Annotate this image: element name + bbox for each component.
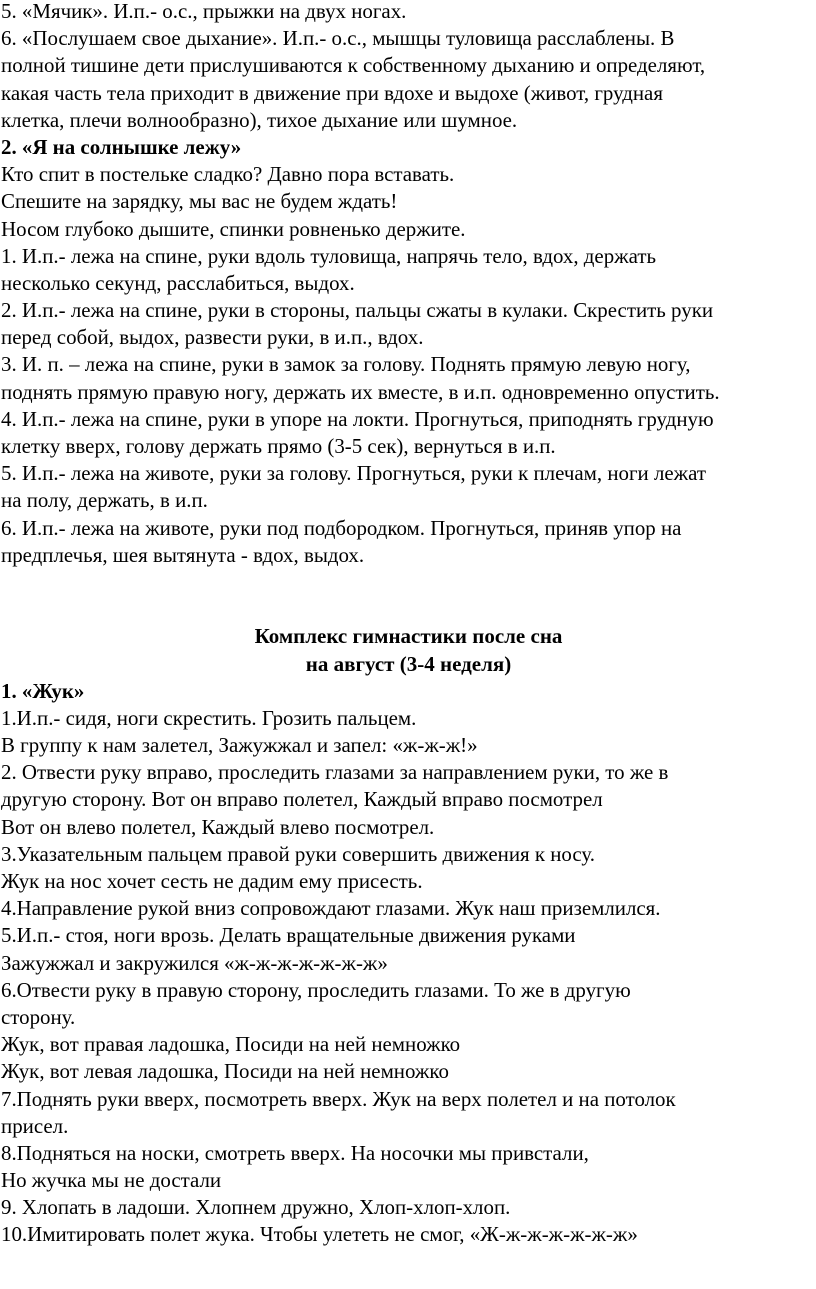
page-title: Комплекс гимнастики после сна bbox=[254, 624, 563, 649]
text-line: 3. И. п. – лежа на спине, руки в замок за голову. Поднять прямую левую ногу, bbox=[1, 352, 691, 377]
text-line: предплечья, шея вытянута - вдох, выдох. bbox=[1, 542, 365, 567]
text-line: другую сторону. Вот он вправо полетел, Каждый вправо посмотрел bbox=[1, 787, 603, 812]
text-line: 6. «Послушаем свое дыхание». И.п.- о.с., мышцы туловища расслаблены. В bbox=[1, 26, 675, 51]
text-line: сторону. bbox=[1, 1004, 76, 1029]
text-line: 2. И.п.- лежа на спине, руки в стороны, пальцы сжаты в кулаки. Скрестить руки bbox=[1, 298, 714, 323]
text-line: 10.Имитировать полет жука. Чтобы улететь не смог, «Ж-ж-ж-ж-ж-ж-ж» bbox=[1, 1222, 638, 1247]
text-line: 5.И.п.- стоя, ноги врозь. Делать вращательные движения руками bbox=[1, 923, 576, 948]
text-line: поднять прямую правую ногу, держать их вместе, в и.п. одновременно опустить. bbox=[1, 379, 720, 404]
text-line: 1. И.п.- лежа на спине, руки вдоль туловища, напрячь тело, вдох, держать bbox=[1, 243, 657, 268]
section-heading: 2. «Я на солнышке лежу» bbox=[1, 134, 242, 159]
text-line: 5. И.п.- лежа на животе, руки за голову. Прогнуться, руки к плечам, ноги лежат bbox=[1, 461, 706, 486]
text-line: на полу, держать, в и.п. bbox=[1, 488, 208, 513]
document-body bbox=[1, 0, 816, 1249]
text-line: Жук на нос хочет сесть не дадим ему присесть. bbox=[1, 869, 423, 893]
text-line: Жук, вот левая ладошка, Посиди на ней немножко bbox=[1, 1059, 449, 1084]
text-line: В группу к нам залетел, Зажужжал и запел: «ж-ж-ж!» bbox=[1, 733, 478, 758]
text-line: 5. «Мячик». И.п.- о.с., прыжки на двух ногах. bbox=[1, 0, 407, 23]
text-line: Зажужжал и закружился «ж-ж-ж-ж-ж-ж-ж» bbox=[1, 950, 388, 975]
text-line: Спешите на зарядку, мы вас не будем ждать! bbox=[1, 189, 398, 214]
text-line: перед собой, выдох, развести руки, в и.п., вдох. bbox=[1, 325, 424, 350]
blank-line bbox=[1, 569, 816, 596]
text-line: 6.Отвести руку в правую сторону, проследить глазами. То же в другую bbox=[1, 977, 631, 1002]
text-line: 3.Указательным пальцем правой руки совершить движения к носу. bbox=[1, 841, 595, 866]
text-line: 7.Поднять руки вверх, посмотреть вверх. Жук на верх полетел и на потолок bbox=[1, 1086, 676, 1111]
text-line: Но жучка мы не достали bbox=[1, 1168, 222, 1193]
text-line: 6. И.п.- лежа на животе, руки под подбородком. Прогнуться, приняв упор на bbox=[1, 515, 682, 540]
text-line: какая часть тела приходит в движение при вдохе и выдохе (живот, грудная bbox=[1, 80, 663, 105]
text-line: Носом глубоко дышите, спинки ровненько держите. bbox=[1, 216, 466, 241]
text-line: Кто спит в постельке сладко? Давно пора вставать. bbox=[1, 162, 455, 187]
page-title: на август (3-4 неделя) bbox=[305, 651, 512, 676]
text-line: 4. И.п.- лежа на спине, руки в упоре на локти. Прогнуться, приподнять грудную bbox=[1, 406, 714, 431]
text-line: 8.Подняться на носки, смотреть вверх. На носочки мы привстали, bbox=[1, 1140, 589, 1165]
text-line: клетка, плечи волнообразно), тихое дыхание или шумное. bbox=[1, 107, 518, 132]
text-line: Жук, вот правая ладошка, Посиди на ней немножко bbox=[1, 1032, 461, 1057]
text-line: 4.Направление рукой вниз сопровождают глазами. Жук наш приземлился. bbox=[1, 896, 661, 921]
text-line: клетку вверх, голову держать прямо (3-5 сек), вернуться в и.п. bbox=[1, 434, 556, 458]
text-line: несколько секунд, расслабиться, выдох. bbox=[1, 270, 355, 295]
text-line: 9. Хлопать в ладоши. Хлопнем дружно, Хлоп-хлоп-хлоп. bbox=[1, 1195, 511, 1220]
text-line: 1.И.п.- сидя, ноги скрестить. Грозить пальцем. bbox=[1, 705, 417, 730]
text-line: полной тишине дети прислушиваются к собственному дыханию и определяют, bbox=[1, 53, 706, 78]
text-line: 2. Отвести руку вправо, проследить глазами за направлением руки, то же в bbox=[1, 760, 669, 785]
text-line: Вот он влево полетел, Каждый влево посмотрел. bbox=[1, 814, 435, 839]
blank-line bbox=[1, 596, 816, 623]
section-heading: 1. «Жук» bbox=[1, 678, 85, 703]
text-line: присел. bbox=[1, 1113, 69, 1138]
